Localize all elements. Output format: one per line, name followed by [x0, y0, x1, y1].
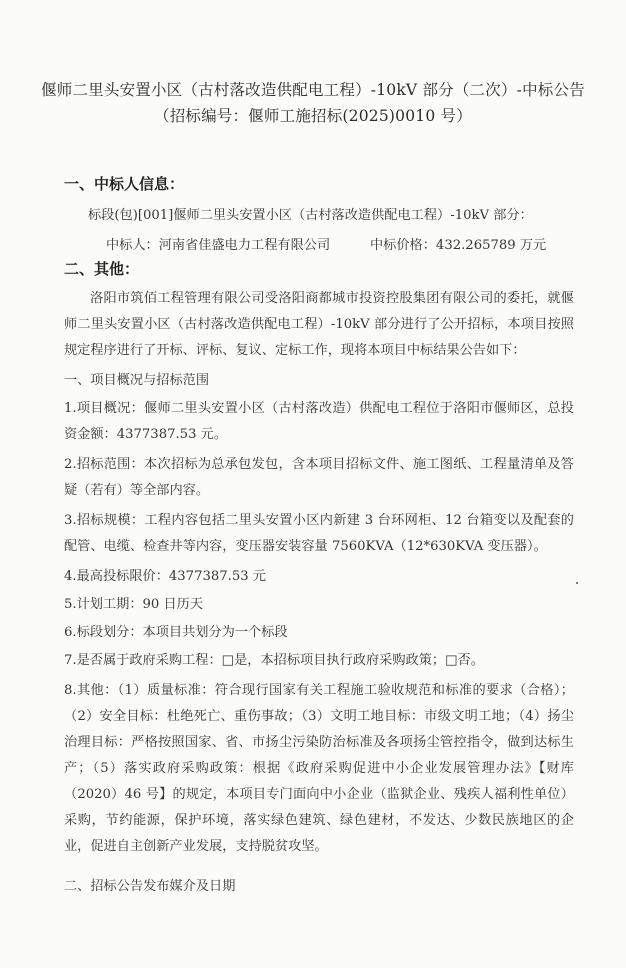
subsection-overview: 一、项目概况与招标范围	[64, 373, 210, 388]
item-max-bid-price: 4.最高投标限价：4377387.53 元	[64, 569, 266, 584]
item-other-requirements: 8.其他：（1）质量标准：符合现行国家有关工程施工验收规范和标准的要求（合格）；（2）安全目标：杜绝死亡、重伤事故；（3）文明工地目标：市级文明工地；（4）扬尘治理目标：严格按照国家、省、市扬尘污染防治标准及各项扬尘管控指令，做到达标生产；（5）落实政府采购政策：根据《政府采购促进中小企业发展管理办法》【财库（2020）46 号】的规定，本项目专门面向中小企业（监狱企业、残疾人福利性单位）采购，节约能源，保护环境，落实绿色建筑、绿色建材，不发达、少数民族地区的企业，促进自主创新产业发展，支持脱贫攻坚。	[64, 683, 574, 854]
item-tender-scope: 2.招标范围：本次招标为总承包发包，含本项目招标文件、施工图纸、工程量清单及答疑（若有）等全部内容。	[64, 457, 574, 498]
item-project-overview: 1.项目概况：偃师二里头安置小区（古村落改造）供配电工程位于洛阳市偃师区，总投资金额：4377387.53 元。	[64, 401, 574, 442]
item-government-procurement: 7.是否属于政府采购工程：□是，本招标项目执行政府采购政策；□否。	[64, 653, 484, 668]
winning-price: 中标价格：432.265789 万元	[370, 238, 547, 253]
item-tender-scale: 3.招标规模：工程内容包括二里头安置小区内新建 3 台环网柜、12 台箱变以及配套的配管、电缆、检查井等内容，变压器安装容量 7560KVA（12*630KVA 变压器）。	[64, 513, 574, 554]
subsection-publication-media: 二、招标公告发布媒介及日期	[64, 879, 236, 894]
section-other-heading: 二、其他：	[64, 260, 140, 278]
winner-name: 中标人：河南省佳盛电力工程有限公司	[106, 238, 331, 253]
announcement-title: 偃师二里头安置小区（古村落改造供配电工程）-10kV 部分（二次）-中标公告	[41, 81, 585, 99]
item-planned-duration: 5.计划工期：90 日历天	[64, 597, 204, 612]
intro-paragraph: 洛阳市筑佰工程管理有限公司受洛阳商都城市投资控股集团有限公司的委托，就偃师二里头安置小区（古村落改造供配电工程）-10kV 部分进行了公开招标，本项目按照规定程序进行了开标、评标、复议、定标工作，现将本项目中标结果公告如下：	[64, 291, 574, 358]
section-winner-heading: 一、中标人信息：	[64, 175, 185, 193]
tender-number: （招标编号：偃师工施招标(2025)0010 号）	[154, 107, 472, 125]
lot-label: 标段(包)[001]偃师二里头安置小区（古村落改造供配电工程）-10kV 部分：	[88, 208, 533, 223]
item-lot-division: 6.标段划分：本项目共划分为一个标段	[64, 625, 288, 640]
scan-speck	[576, 582, 578, 584]
